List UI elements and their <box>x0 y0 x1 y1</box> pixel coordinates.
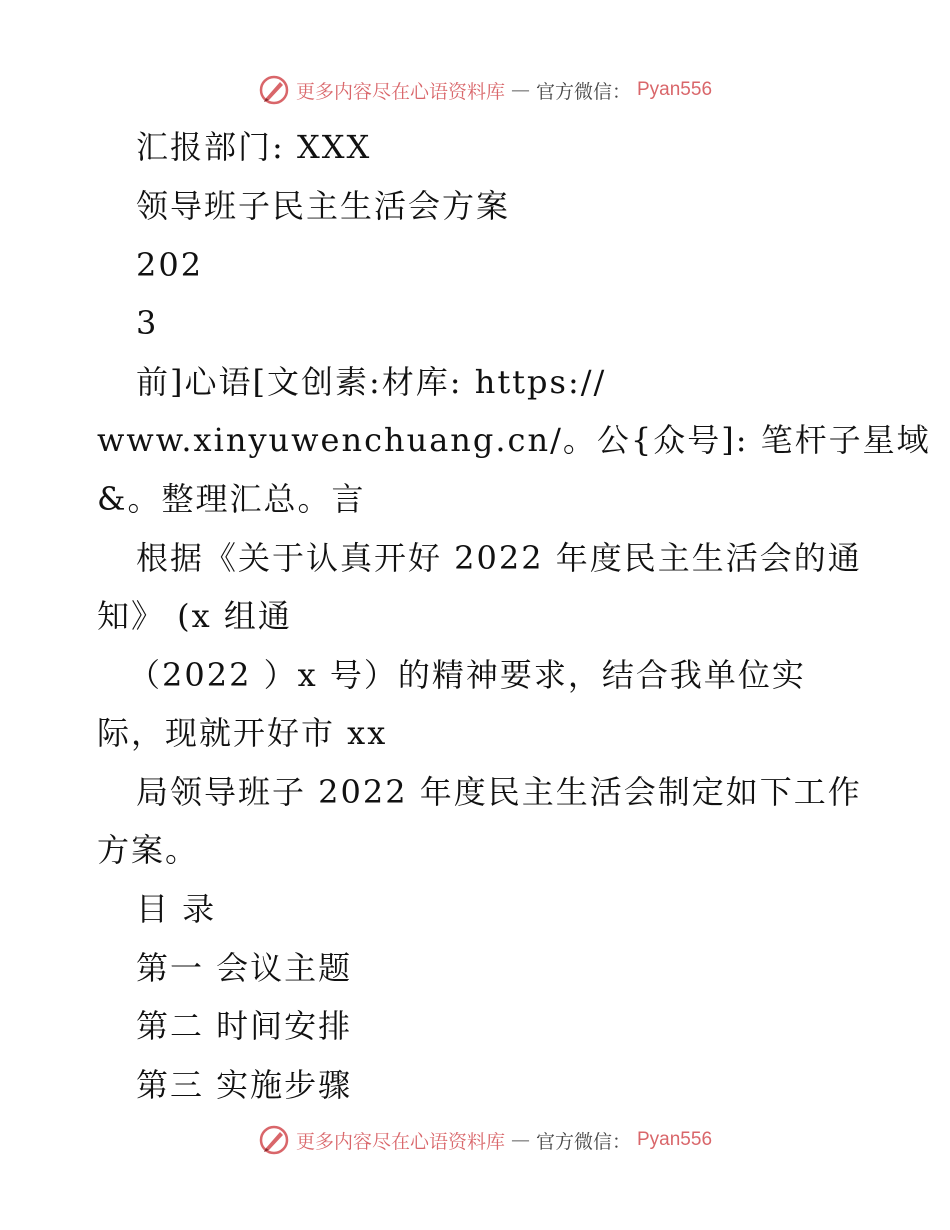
wechat-id: Pyan556 <box>637 1129 713 1150</box>
banner-separator: — <box>510 1129 530 1151</box>
source-line-2: www.xinyuwenchuang.cn/。公{众号]: 笔杆子星域 <box>97 421 931 459</box>
header-banner-content <box>258 74 712 106</box>
report-department-line: 汇报部门: XXX <box>136 128 372 166</box>
source-line-3: &。整理汇总。言 <box>97 480 366 518</box>
quill-pen-logo-icon <box>258 74 290 106</box>
header-banner <box>0 70 950 110</box>
paragraph-line-2: 知》 (x 组通 <box>97 597 292 635</box>
banner-separator: — <box>510 79 530 101</box>
footer-banner-content <box>258 1124 712 1156</box>
toc-item-1: 第一 会议主题 <box>136 949 353 987</box>
wechat-id: Pyan556 <box>637 79 713 100</box>
footer-banner <box>0 1120 950 1160</box>
quill-pen-logo-icon <box>258 1124 290 1156</box>
paragraph-line-4: 际，现就开好市 xx <box>97 714 388 752</box>
toc-heading: 目 录 <box>136 890 217 928</box>
promo-text: 更多内容尽在心语资料库 <box>295 1130 505 1153</box>
document-title-line: 领导班子民主生活会方案 <box>136 187 511 225</box>
toc-item-2: 第二 时间安排 <box>136 1007 353 1045</box>
paragraph-line-6: 方案。 <box>97 831 200 869</box>
year-line-part2: 3 <box>136 304 159 342</box>
wechat-label: 官方微信： <box>535 1130 631 1153</box>
wechat-label: 官方微信： <box>535 80 631 103</box>
paragraph-line-1: 根据《关于认真开好 2022 年度民主生活会的通 <box>136 539 862 577</box>
promo-text: 更多内容尽在心语资料库 <box>295 80 505 103</box>
toc-item-3: 第三 实施步骤 <box>136 1066 353 1104</box>
year-line-part1: 202 <box>136 246 204 284</box>
source-line-1: 前]心语[文创素:材库: https:// <box>136 363 607 401</box>
paragraph-line-5: 局领导班子 2022 年度民主生活会制定如下工作 <box>136 773 862 811</box>
paragraph-line-3: （2022 ）x 号）的精神要求，结合我单位实 <box>128 656 806 694</box>
